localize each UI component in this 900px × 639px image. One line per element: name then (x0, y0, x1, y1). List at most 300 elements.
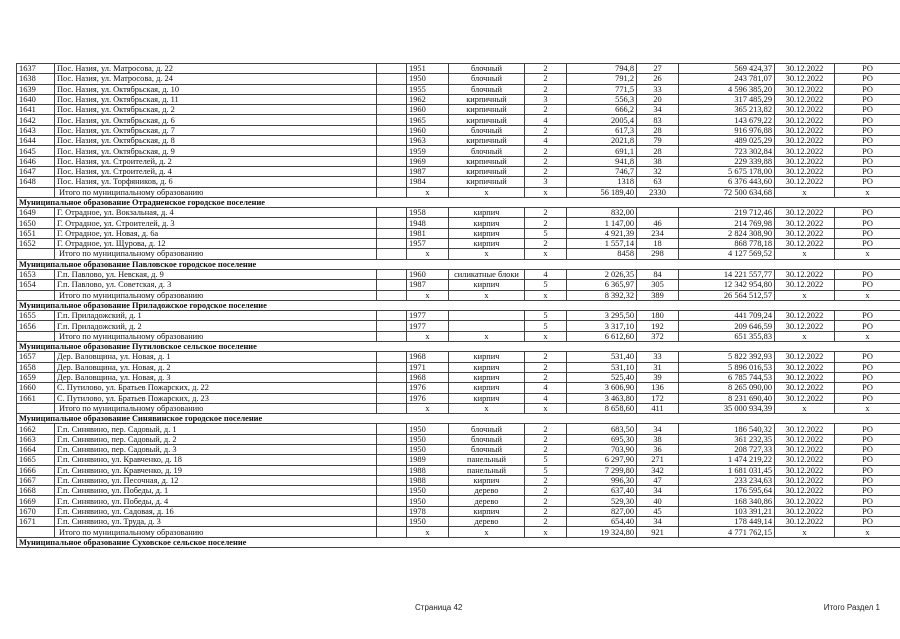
area-cell: 8458 (567, 249, 637, 259)
row-number: 1661 (17, 393, 55, 403)
wall-material-cell: х (449, 249, 525, 259)
cost-cell: 4 127 569,52 (679, 249, 775, 259)
wall-material-cell: кирпич (449, 393, 525, 403)
address-cell: Г.п. Синявино, ул. Труда, д. 3 (55, 517, 377, 527)
area-cell: 832,00 (567, 208, 637, 218)
area-cell: 3 295,50 (567, 311, 637, 321)
residents-cell: 28 (637, 125, 679, 135)
address-cell: Пос. Назия, ул. Октябрьская, д. 7 (55, 125, 377, 135)
deadline-cell: 30.12.2022 (775, 177, 835, 187)
program-cell: РО (835, 311, 900, 321)
year-cell: 1988 (407, 475, 449, 485)
table-row (17, 136, 900, 146)
floors-cell: х (525, 331, 567, 341)
deadline-cell: х (775, 187, 835, 197)
area-cell: 3 317,10 (567, 321, 637, 331)
blank-cell (377, 352, 407, 362)
floors-cell: 5 (525, 280, 567, 290)
deadline-cell: 30.12.2022 (775, 486, 835, 496)
deadline-cell: 30.12.2022 (775, 105, 835, 115)
floors-cell: 2 (525, 475, 567, 485)
floors-cell: 3 (525, 177, 567, 187)
program-cell: РО (835, 465, 900, 475)
register-table (16, 63, 900, 548)
floors-cell: 2 (525, 146, 567, 156)
row-number: 1647 (17, 166, 55, 176)
deadline-cell: х (775, 290, 835, 300)
cost-cell: 4 771 762,15 (679, 527, 775, 537)
address-cell: Дер. Валовщина, ул. Новая, д. 3 (55, 372, 377, 382)
year-cell: 1950 (407, 434, 449, 444)
register-body (17, 64, 900, 548)
residents-cell: 136 (637, 383, 679, 393)
area-cell: 1 557,14 (567, 239, 637, 249)
address-cell: Дер. Валовщина, ул. Новая, д. 2 (55, 362, 377, 372)
table-row (17, 280, 900, 290)
subtotal-label: Итого по муниципальному образованию (55, 290, 377, 300)
year-cell: х (407, 331, 449, 341)
blank-cell (377, 455, 407, 465)
table-row (17, 64, 900, 74)
table-row (17, 362, 900, 372)
blank-cell (17, 290, 55, 300)
table-row (17, 506, 900, 516)
wall-material-cell: х (449, 290, 525, 300)
row-number: 1637 (17, 64, 55, 74)
deadline-cell: 30.12.2022 (775, 393, 835, 403)
floors-cell: 2 (525, 125, 567, 135)
wall-material-cell: х (449, 527, 525, 537)
program-cell: РО (835, 228, 900, 238)
page-number: Страница 42 (415, 603, 463, 612)
table-row (17, 105, 900, 115)
year-cell: 1950 (407, 74, 449, 84)
residents-cell: 45 (637, 506, 679, 516)
floors-cell: 3 (525, 94, 567, 104)
wall-material-cell (449, 311, 525, 321)
address-cell: Пос. Назия, ул. Строителей, д. 2 (55, 156, 377, 166)
table-row (17, 94, 900, 104)
residents-cell: 20 (637, 94, 679, 104)
section-header-row (17, 259, 900, 269)
program-cell: РО (835, 84, 900, 94)
wall-material-cell: силикатные блоки (449, 269, 525, 279)
program-cell: РО (835, 475, 900, 485)
area-cell: 827,00 (567, 506, 637, 516)
year-cell: 1969 (407, 156, 449, 166)
wall-material-cell: блочный (449, 434, 525, 444)
cost-cell: 35 000 934,39 (679, 403, 775, 413)
blank-cell (377, 311, 407, 321)
year-cell: 1950 (407, 496, 449, 506)
area-cell: 746,7 (567, 166, 637, 176)
deadline-cell: 30.12.2022 (775, 208, 835, 218)
program-cell: х (835, 187, 900, 197)
address-cell: Пос. Назия, ул. Октябрьская, д. 8 (55, 136, 377, 146)
area-cell: 531,10 (567, 362, 637, 372)
area-cell: 666,2 (567, 105, 637, 115)
wall-material-cell: блочный (449, 84, 525, 94)
program-cell: РО (835, 352, 900, 362)
deadline-cell: 30.12.2022 (775, 475, 835, 485)
year-cell: 1950 (407, 424, 449, 434)
address-cell: Г.п. Синявино, ул. Песочная, д. 12 (55, 475, 377, 485)
residents-cell: 33 (637, 352, 679, 362)
subtotal-label: Итого по муниципальному образованию (55, 403, 377, 413)
cost-cell: 5 675 178,00 (679, 166, 775, 176)
table-row (17, 311, 900, 321)
residents-cell: 372 (637, 331, 679, 341)
deadline-cell: 30.12.2022 (775, 239, 835, 249)
cost-cell: 2 824 308,90 (679, 228, 775, 238)
address-cell: Г. Отрадное, ул. Новая, д. 6а (55, 228, 377, 238)
deadline-cell: 30.12.2022 (775, 383, 835, 393)
blank-cell (377, 166, 407, 176)
cost-cell: 441 709,24 (679, 311, 775, 321)
program-cell: РО (835, 177, 900, 187)
floors-cell: 2 (525, 424, 567, 434)
residents-cell: 36 (637, 444, 679, 454)
wall-material-cell: панельный (449, 455, 525, 465)
floors-cell: 2 (525, 239, 567, 249)
wall-material-cell: кирпич (449, 362, 525, 372)
cost-cell: 214 769,98 (679, 218, 775, 228)
floors-cell: 2 (525, 496, 567, 506)
program-cell: РО (835, 455, 900, 465)
residents-cell: 271 (637, 455, 679, 465)
year-cell: 1968 (407, 352, 449, 362)
address-cell: Г.п. Синявино, ул. Садовая, д. 16 (55, 506, 377, 516)
floors-cell: х (525, 187, 567, 197)
row-number: 1668 (17, 486, 55, 496)
section-title: Муниципальное образование Суховское сельское поселение (17, 537, 900, 547)
address-cell: Г.п. Синявино, ул. Победы, д. 4 (55, 496, 377, 506)
cost-cell: 317 485,29 (679, 94, 775, 104)
blank-cell (377, 74, 407, 84)
table-row (17, 218, 900, 228)
program-cell: РО (835, 393, 900, 403)
year-cell: 1960 (407, 269, 449, 279)
wall-material-cell: х (449, 403, 525, 413)
blank-cell (377, 280, 407, 290)
residents-cell: 389 (637, 290, 679, 300)
row-number: 1670 (17, 506, 55, 516)
cost-cell: 168 340,86 (679, 496, 775, 506)
floors-cell: 2 (525, 166, 567, 176)
address-cell: Г.п. Синявино, ул. Кравченко, д. 19 (55, 465, 377, 475)
program-cell: РО (835, 434, 900, 444)
cost-cell: 233 234,63 (679, 475, 775, 485)
year-cell: 1957 (407, 239, 449, 249)
residents-cell: 305 (637, 280, 679, 290)
area-cell: 6 365,97 (567, 280, 637, 290)
program-cell: РО (835, 496, 900, 506)
blank-cell (377, 64, 407, 74)
blank-cell (377, 496, 407, 506)
area-cell: 637,40 (567, 486, 637, 496)
blank-cell (377, 424, 407, 434)
row-number: 1642 (17, 115, 55, 125)
deadline-cell: 30.12.2022 (775, 321, 835, 331)
cost-cell: 186 540,32 (679, 424, 775, 434)
deadline-cell: 30.12.2022 (775, 94, 835, 104)
cost-cell: 1 681 031,45 (679, 465, 775, 475)
deadline-cell: 30.12.2022 (775, 218, 835, 228)
row-number: 1645 (17, 146, 55, 156)
blank-cell (377, 187, 407, 197)
program-cell: РО (835, 218, 900, 228)
program-cell: х (835, 290, 900, 300)
blank-cell (377, 208, 407, 218)
cost-cell: 8 265 090,00 (679, 383, 775, 393)
address-cell: Пос. Назия, ул. Октябрьская, д. 10 (55, 84, 377, 94)
deadline-cell: 30.12.2022 (775, 280, 835, 290)
year-cell: 1950 (407, 444, 449, 454)
floors-cell: 2 (525, 517, 567, 527)
residents-cell: 192 (637, 321, 679, 331)
cost-cell: 4 596 385,20 (679, 84, 775, 94)
program-cell: РО (835, 156, 900, 166)
cost-cell: 209 646,59 (679, 321, 775, 331)
table-row (17, 486, 900, 496)
cost-cell: 5 896 016,53 (679, 362, 775, 372)
blank-cell (377, 475, 407, 485)
floors-cell: 2 (525, 208, 567, 218)
wall-material-cell: кирпич (449, 208, 525, 218)
area-cell: 531,40 (567, 352, 637, 362)
year-cell: 1976 (407, 393, 449, 403)
deadline-cell: 30.12.2022 (775, 136, 835, 146)
cost-cell: 361 232,35 (679, 434, 775, 444)
wall-material-cell: кирпичный (449, 94, 525, 104)
floors-cell: 2 (525, 434, 567, 444)
year-cell: 1955 (407, 84, 449, 94)
floors-cell: 2 (525, 352, 567, 362)
deadline-cell: 30.12.2022 (775, 311, 835, 321)
wall-material-cell: блочный (449, 74, 525, 84)
row-number: 1659 (17, 372, 55, 382)
wall-material-cell: кирпич (449, 218, 525, 228)
blank-cell (377, 249, 407, 259)
row-number: 1639 (17, 84, 55, 94)
wall-material-cell: кирпич (449, 280, 525, 290)
address-cell: Пос. Назия, ул. Октябрьская, д. 2 (55, 105, 377, 115)
residents-cell: 83 (637, 115, 679, 125)
section-title: Муниципальное образование Приладожское городское поселение (17, 300, 900, 310)
area-cell: 6 297,90 (567, 455, 637, 465)
section-title: Муниципальное образование Павловское городское поселение (17, 259, 900, 269)
deadline-cell: 30.12.2022 (775, 506, 835, 516)
blank-cell (17, 331, 55, 341)
subtotal-row (17, 290, 900, 300)
year-cell: 1988 (407, 465, 449, 475)
wall-material-cell: кирпичный (449, 115, 525, 125)
blank-cell (377, 177, 407, 187)
table-row (17, 424, 900, 434)
floors-cell: 2 (525, 486, 567, 496)
cost-cell: 916 976,88 (679, 125, 775, 135)
program-cell: РО (835, 362, 900, 372)
deadline-cell: 30.12.2022 (775, 269, 835, 279)
floors-cell: 5 (525, 321, 567, 331)
address-cell: Пос. Назия, ул. Матросова, д. 24 (55, 74, 377, 84)
area-cell: 7 299,80 (567, 465, 637, 475)
program-cell: РО (835, 64, 900, 74)
area-cell: 2021,8 (567, 136, 637, 146)
blank-cell (377, 290, 407, 300)
cost-cell: 868 778,18 (679, 239, 775, 249)
blank-cell (377, 506, 407, 516)
row-number: 1662 (17, 424, 55, 434)
address-cell: Г. Отрадное, ул. Строителей, д. 3 (55, 218, 377, 228)
blank-cell (17, 187, 55, 197)
wall-material-cell: кирпичный (449, 166, 525, 176)
residents-cell: 79 (637, 136, 679, 146)
address-cell: Г.п. Синявино, пер. Садовый, д. 1 (55, 424, 377, 434)
residents-cell: 26 (637, 74, 679, 84)
program-cell: РО (835, 208, 900, 218)
table-row (17, 383, 900, 393)
area-cell: 8 658,60 (567, 403, 637, 413)
row-number: 1641 (17, 105, 55, 115)
year-cell: 1950 (407, 517, 449, 527)
row-number: 1664 (17, 444, 55, 454)
area-cell: 4 921,39 (567, 228, 637, 238)
area-cell: 683,50 (567, 424, 637, 434)
wall-material-cell: кирпич (449, 239, 525, 249)
deadline-cell: х (775, 331, 835, 341)
table-row (17, 156, 900, 166)
table-row (17, 321, 900, 331)
floors-cell: х (525, 249, 567, 259)
area-cell: 56 189,40 (567, 187, 637, 197)
cost-cell: 489 025,29 (679, 136, 775, 146)
year-cell: 1977 (407, 321, 449, 331)
cost-cell: 26 564 512,57 (679, 290, 775, 300)
wall-material-cell (449, 321, 525, 331)
floors-cell: 2 (525, 84, 567, 94)
table-row (17, 352, 900, 362)
wall-material-cell: дерево (449, 486, 525, 496)
wall-material-cell: х (449, 187, 525, 197)
row-number: 1655 (17, 311, 55, 321)
floors-cell: 2 (525, 372, 567, 382)
wall-material-cell: кирпичный (449, 156, 525, 166)
residents-cell: 34 (637, 424, 679, 434)
address-cell: Г.п. Павлово, ул. Невская, д. 9 (55, 269, 377, 279)
program-cell: х (835, 331, 900, 341)
deadline-cell: 30.12.2022 (775, 434, 835, 444)
floors-cell: 4 (525, 136, 567, 146)
area-cell: 654,40 (567, 517, 637, 527)
cost-cell: 176 595,64 (679, 486, 775, 496)
residents-cell: 47 (637, 475, 679, 485)
cost-cell: 723 302,84 (679, 146, 775, 156)
floors-cell: 4 (525, 383, 567, 393)
deadline-cell: 30.12.2022 (775, 455, 835, 465)
wall-material-cell: кирпичный (449, 177, 525, 187)
area-cell: 529,30 (567, 496, 637, 506)
section-header-row (17, 300, 900, 310)
row-number: 1650 (17, 218, 55, 228)
address-cell: Пос. Назия, ул. Октябрьская, д. 9 (55, 146, 377, 156)
area-cell: 1 147,00 (567, 218, 637, 228)
year-cell: х (407, 290, 449, 300)
floors-cell: 4 (525, 115, 567, 125)
residents-cell: 84 (637, 269, 679, 279)
area-cell: 19 324,80 (567, 527, 637, 537)
deadline-cell: 30.12.2022 (775, 362, 835, 372)
deadline-cell: 30.12.2022 (775, 115, 835, 125)
cost-cell: 569 424,37 (679, 64, 775, 74)
year-cell: 1965 (407, 115, 449, 125)
floors-cell: х (525, 403, 567, 413)
cost-cell: 651 355,83 (679, 331, 775, 341)
program-cell: РО (835, 383, 900, 393)
program-cell: РО (835, 115, 900, 125)
year-cell: 1977 (407, 311, 449, 321)
blank-cell (377, 403, 407, 413)
residents-cell: 34 (637, 105, 679, 115)
table-row (17, 228, 900, 238)
floors-cell: 2 (525, 506, 567, 516)
table-row (17, 125, 900, 135)
residents-cell: 63 (637, 177, 679, 187)
row-number: 1638 (17, 74, 55, 84)
area-cell: 617,3 (567, 125, 637, 135)
deadline-cell: х (775, 403, 835, 413)
floors-cell: 5 (525, 228, 567, 238)
residents-cell: 921 (637, 527, 679, 537)
cost-cell: 219 712,46 (679, 208, 775, 218)
address-cell: Г.п. Синявино, пер. Садовый, д. 2 (55, 434, 377, 444)
year-cell: 1948 (407, 218, 449, 228)
area-cell: 771,5 (567, 84, 637, 94)
program-cell: РО (835, 321, 900, 331)
blank-cell (377, 228, 407, 238)
area-cell: 791,2 (567, 74, 637, 84)
year-cell: 1950 (407, 486, 449, 496)
program-cell: РО (835, 94, 900, 104)
wall-material-cell: кирпич (449, 383, 525, 393)
floors-cell: 5 (525, 465, 567, 475)
floors-cell: 2 (525, 105, 567, 115)
floors-cell: 2 (525, 74, 567, 84)
residents-cell: 31 (637, 362, 679, 372)
cost-cell: 243 781,07 (679, 74, 775, 84)
wall-material-cell: блочный (449, 146, 525, 156)
area-cell: 1318 (567, 177, 637, 187)
program-cell: РО (835, 239, 900, 249)
blank-cell (377, 444, 407, 454)
cost-cell: 229 339,88 (679, 156, 775, 166)
residents-cell: 28 (637, 146, 679, 156)
address-cell: Пос. Назия, ул. Торфяников, д. 6 (55, 177, 377, 187)
year-cell: х (407, 527, 449, 537)
row-number: 1660 (17, 383, 55, 393)
residents-cell: 2330 (637, 187, 679, 197)
program-cell: РО (835, 506, 900, 516)
row-number: 1648 (17, 177, 55, 187)
section-header-row (17, 414, 900, 424)
floors-cell: 5 (525, 455, 567, 465)
program-cell: х (835, 403, 900, 413)
floors-cell: 5 (525, 311, 567, 321)
row-number: 1665 (17, 455, 55, 465)
deadline-cell: 30.12.2022 (775, 64, 835, 74)
area-cell: 691,1 (567, 146, 637, 156)
floors-cell: х (525, 290, 567, 300)
